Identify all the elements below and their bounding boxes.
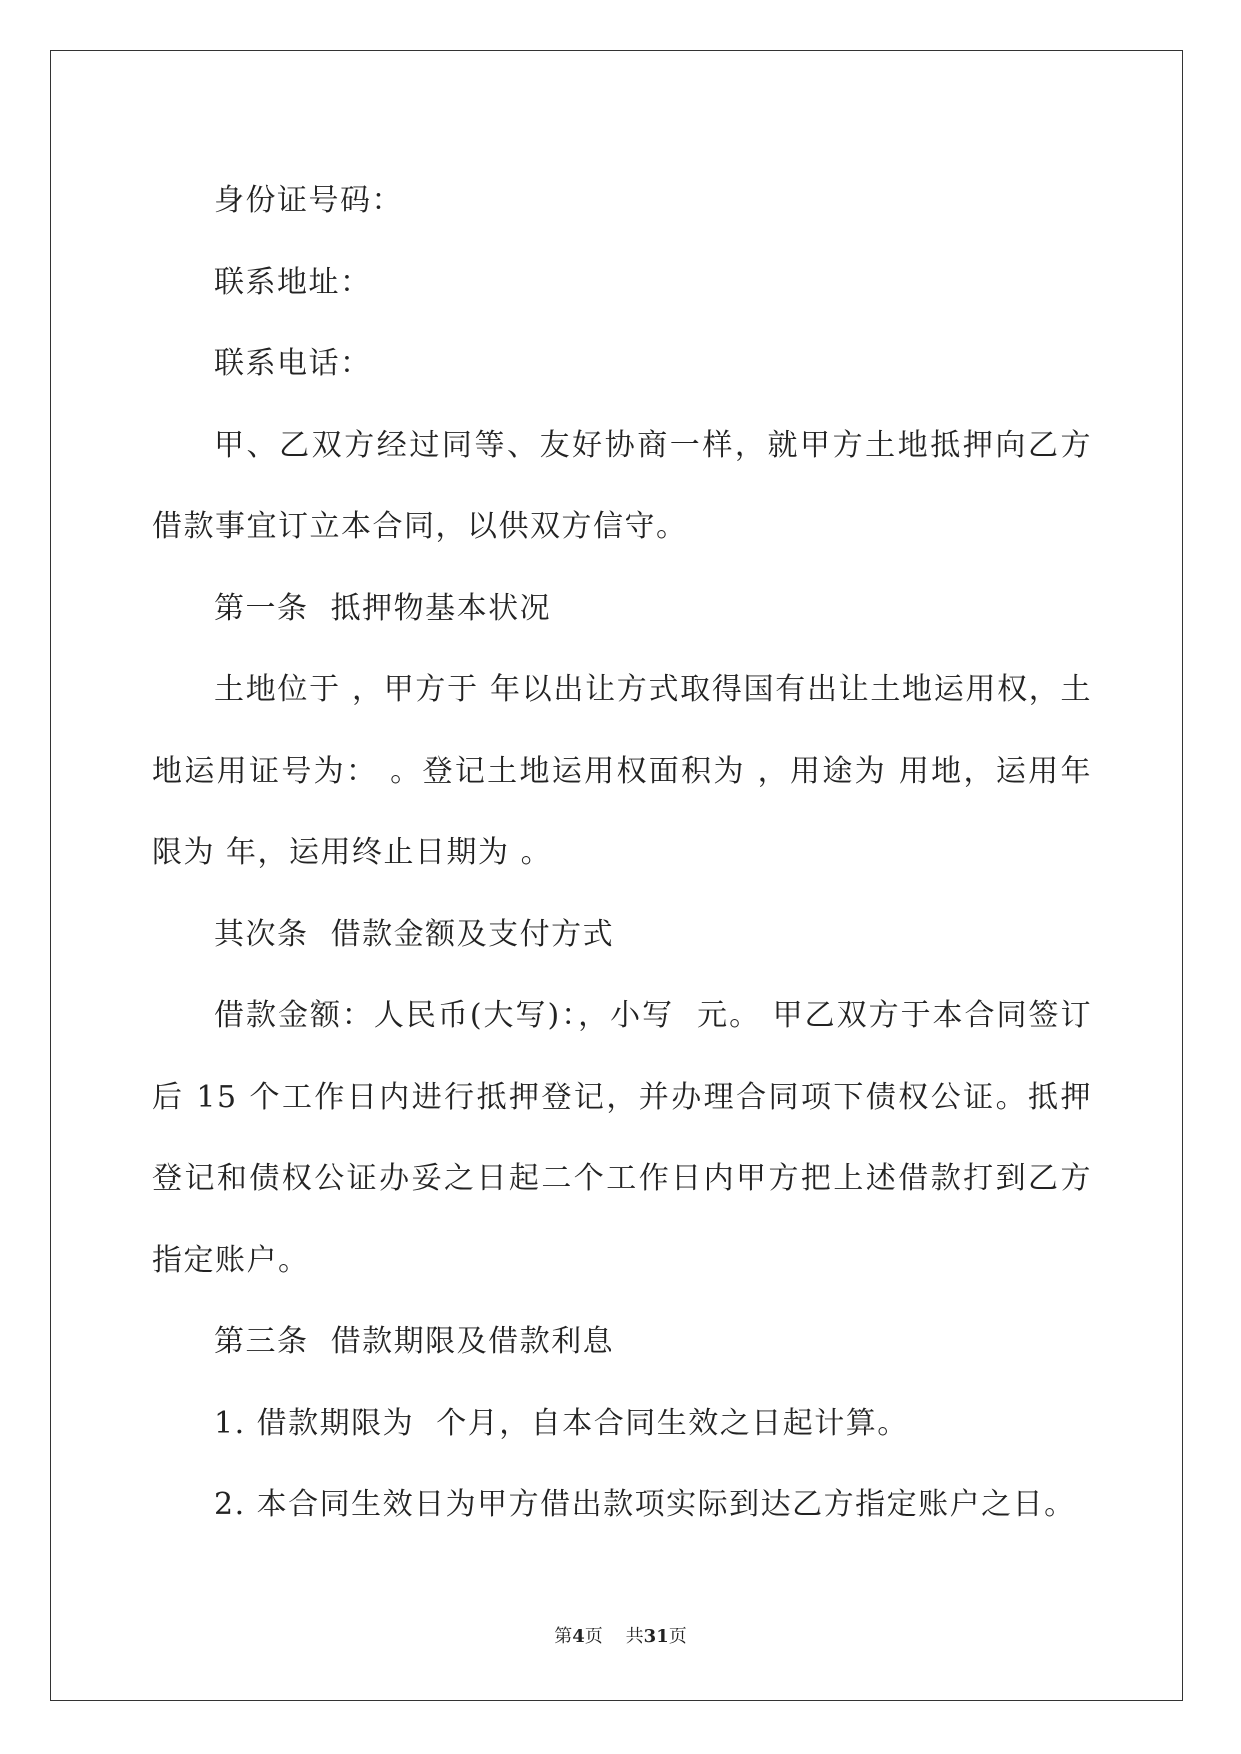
footer-total-suffix: 页 [668,1626,687,1647]
preamble-paragraph: 甲、乙双方经过同等、友好协商一样，就甲方土地抵押向乙方借款事宜订立本合同，以供双方信守。 [152,427,1092,544]
contact-phone-line: 联系电话： [214,346,372,381]
page-footer [0,1622,1241,1648]
article-2-heading: 其次条 借款金额及支付方式 [214,916,615,952]
footer-page-suffix: 页 [584,1626,603,1647]
article-3-item-2: 2. 本合同生效日为甲方借出款项实际到达乙方指定账户之日。 [214,1487,1076,1522]
footer-total-pages: 31 [643,1626,669,1647]
footer-total-prefix: 共 [625,1626,644,1647]
article-1-body: 土地位于 ，甲方于 年以出让方式取得国有出让土地运用权，土地运用证号为： 。登记土地运用权面积为 ，用途为 用地，运用年限为 年，运用终止日期为 。 [152,672,1092,870]
footer-prefix: 第 [554,1626,573,1647]
article-1-heading: 第一条 抵押物基本状况 [214,590,552,626]
id-number-line: 身份证号码： [214,183,403,218]
article-3-heading: 第三条 借款期限及借款利息 [214,1324,615,1359]
article-3-item-1: 1. 借款期限为 个月，自本合同生效之日起计算。 [214,1405,909,1441]
contact-address-line: 联系地址： [214,264,372,300]
article-2-body: 借款金额：人民币(大写)：，小写 元。 甲乙双方于本合同签订后 15 个工作日内进行抵押登记，并办理合同项下债权公证。抵押登记和债权公证办妥之日起二个工作日内甲方把上述借款打到乙方指定账户。 [152,998,1092,1278]
footer-page-number: 4 [572,1626,585,1647]
document-body [152,160,1092,1546]
